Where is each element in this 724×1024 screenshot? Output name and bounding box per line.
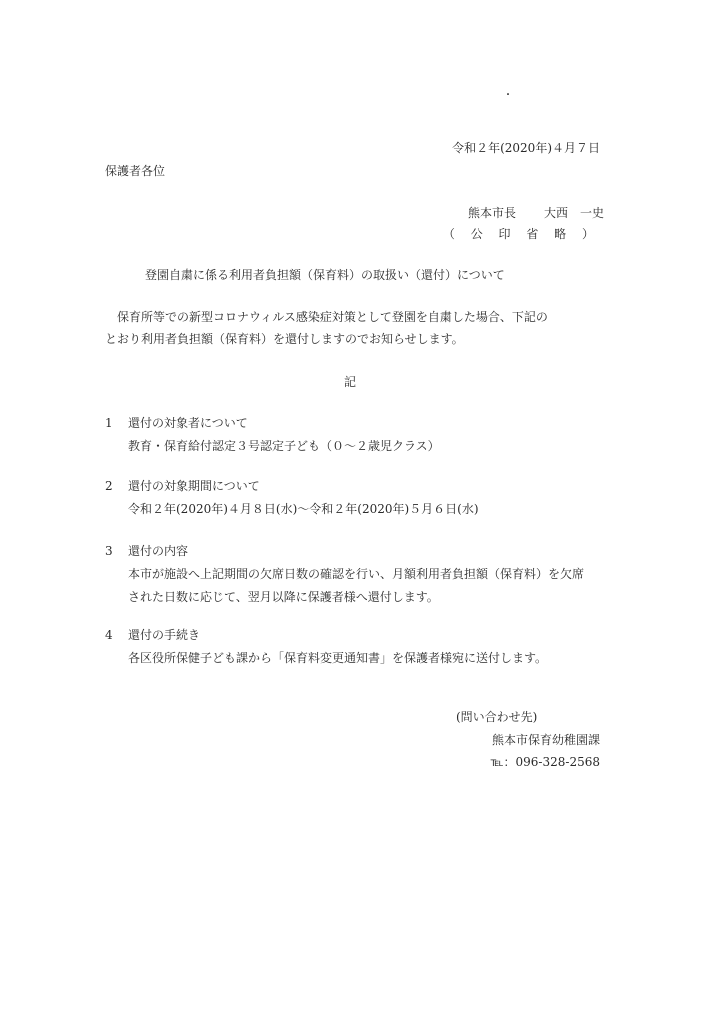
seal-note: （ 公 印 省 略 ） xyxy=(442,227,600,241)
item-heading: 還付の内容 xyxy=(128,544,189,558)
document-subject: 登園自粛に係る利用者負担額（保育料）の取扱い（還付）について xyxy=(145,268,505,282)
contact-department: 熊本市保育幼稚園課 xyxy=(491,733,600,747)
item-heading: 還付の対象期間について xyxy=(128,479,260,493)
ki-heading: 記 xyxy=(344,375,357,389)
item-body: 令和２年(2020年)４月８日(水)～令和２年(2020年)５月６日(水) xyxy=(128,502,479,516)
item-heading: 還付の手続き xyxy=(128,628,201,642)
intro-paragraph xyxy=(105,306,548,350)
item-number: 4 xyxy=(105,628,113,642)
contact-phone: ℡：096-328-2568 xyxy=(490,755,600,769)
item-body-line: 本市が施設へ上記期間の欠席日数の確認を行い、月額利用者負担額（保育料）を欠席 xyxy=(128,567,585,581)
intro-line: 保育所等での新型コロナウィルス感染症対策として登園を自粛した場合、下記の xyxy=(105,310,548,324)
sender-title: 熊本市長 xyxy=(467,206,516,220)
intro-line: とおり利用者負担額（保育料）を還付しますのでお知らせします。 xyxy=(105,332,464,346)
item-number: 3 xyxy=(105,544,113,558)
sender xyxy=(468,205,604,221)
item-body: 教育・保育給付認定３号認定子ども（０～２歳児クラス） xyxy=(128,439,440,453)
item-number: 1 xyxy=(105,416,113,430)
item-body xyxy=(128,563,584,609)
item-number: 2 xyxy=(105,479,113,493)
item-heading: 還付の対象者について xyxy=(128,416,248,430)
document-date: 令和２年(2020年)４月７日 xyxy=(452,141,600,155)
recipient: 保護者各位 xyxy=(105,164,166,178)
contact-label: (問い合わせ先) xyxy=(456,710,538,724)
item-body: 各区役所保健子ども課から「保育料変更通知書」を保護者様宛に送付します。 xyxy=(128,651,548,665)
header-mark: ・ xyxy=(503,90,513,101)
sender-name: 大西 一史 xyxy=(543,206,604,220)
item-body-line: された日数に応じて、翌月以降に保護者様へ還付します。 xyxy=(128,590,439,604)
